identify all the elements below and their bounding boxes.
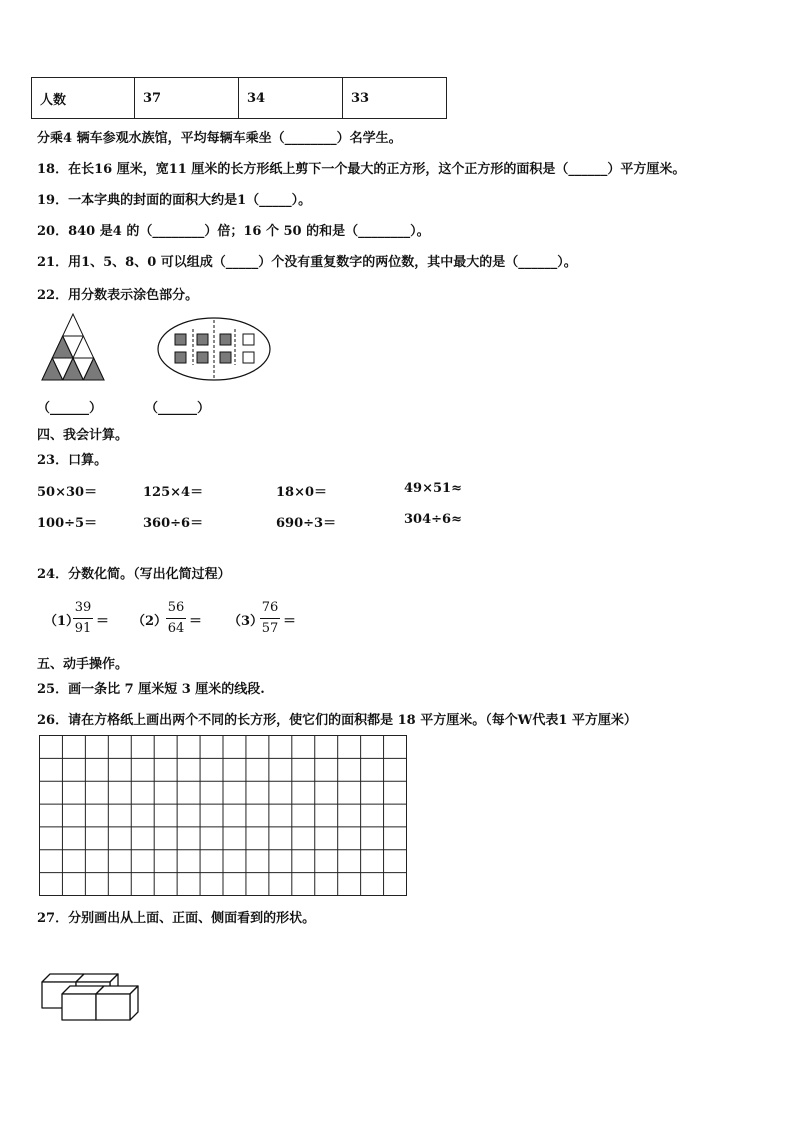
table-cell: 34 <box>239 78 343 119</box>
fraction-label: （1） <box>44 614 80 629</box>
calc-item: 360÷6＝ <box>143 516 204 531</box>
question-21: 21．用1、5、8、0 可以组成（_____）个没有重复数字的两位数，其中最大的是（______）。 <box>37 255 577 270</box>
shaded-square <box>220 334 231 345</box>
cube-front-face <box>62 994 96 1020</box>
shaded-square <box>175 334 186 345</box>
question-27: 27．分别画出从上面、正面、侧面看到的形状。 <box>37 911 316 926</box>
numerator: 76 <box>261 600 279 615</box>
shaded-square <box>197 352 208 363</box>
oval-squares-figure <box>155 315 273 383</box>
equals-sign: ＝ <box>96 614 110 629</box>
equals-sign: ＝ <box>283 614 297 629</box>
cubes-figure <box>40 968 144 1022</box>
table-row <box>32 78 447 119</box>
table-cell: 33 <box>343 78 447 119</box>
fraction-bar <box>260 618 280 619</box>
empty-square <box>243 334 254 345</box>
denominator: 64 <box>167 621 185 636</box>
empty-square <box>243 352 254 363</box>
question-18: 18．在长16 厘米，宽11 厘米的长方形纸上剪下一个最大的正方形，这个正方形的面积是（______）平方厘米。 <box>37 162 686 177</box>
numerator: 39 <box>74 600 92 615</box>
triangle-figure <box>40 312 106 382</box>
data-table <box>31 77 447 119</box>
question-24: 24．分数化简。（写出化简过程） <box>37 567 231 582</box>
fraction-bar <box>73 618 93 619</box>
fraction <box>166 600 186 637</box>
fraction-label: （2） <box>132 614 168 629</box>
question-23: 23．口算。 <box>37 453 108 468</box>
question-20: 20．840 是4 的（________）倍；16 个 50 的和是（________）。 <box>37 224 430 239</box>
calc-item: 50×30＝ <box>37 485 98 500</box>
equals-sign: ＝ <box>189 614 203 629</box>
calc-item: 304÷6≈ <box>404 512 462 527</box>
calc-item: 49×51≈ <box>404 481 462 496</box>
calc-item: 100÷5＝ <box>37 516 98 531</box>
answer-blank-2[interactable]: （______） <box>145 401 211 416</box>
fraction-bar <box>166 618 186 619</box>
table-row-label: 人数 <box>32 78 135 119</box>
question-26: 26．请在方格纸上画出两个不同的长方形，使它们的面积都是 18 平方厘米。（每个W代表1 平方厘米） <box>37 713 637 728</box>
question-25: 25．画一条比 7 厘米短 3 厘米的线段. <box>37 682 265 697</box>
fraction-label: （3） <box>228 614 264 629</box>
shaded-square <box>175 352 186 363</box>
shaded-square <box>197 334 208 345</box>
table-cell: 37 <box>135 78 239 119</box>
calc-item: 18×0＝ <box>276 485 328 500</box>
grid-paper[interactable] <box>39 735 407 896</box>
denominator: 57 <box>261 621 279 636</box>
question-22: 22．用分数表示涂色部分。 <box>37 288 199 303</box>
denominator: 91 <box>74 621 92 636</box>
section-5-heading: 五、动手操作。 <box>37 657 129 672</box>
calc-item: 690÷3＝ <box>276 516 337 531</box>
cube-front-face <box>96 994 130 1020</box>
fraction <box>73 600 93 637</box>
answer-blank-1[interactable]: （______） <box>37 401 103 416</box>
question-17-tail: 分乘4 辆车参观水族馆，平均每辆车乘坐（________）名学生。 <box>37 131 402 146</box>
shaded-square <box>220 352 231 363</box>
fraction <box>260 600 280 637</box>
question-19: 19．一本字典的封面的面积大约是1（_____）。 <box>37 193 312 208</box>
numerator: 56 <box>167 600 185 615</box>
section-4-heading: 四、我会计算。 <box>37 428 129 443</box>
calc-item: 125×4＝ <box>143 485 204 500</box>
